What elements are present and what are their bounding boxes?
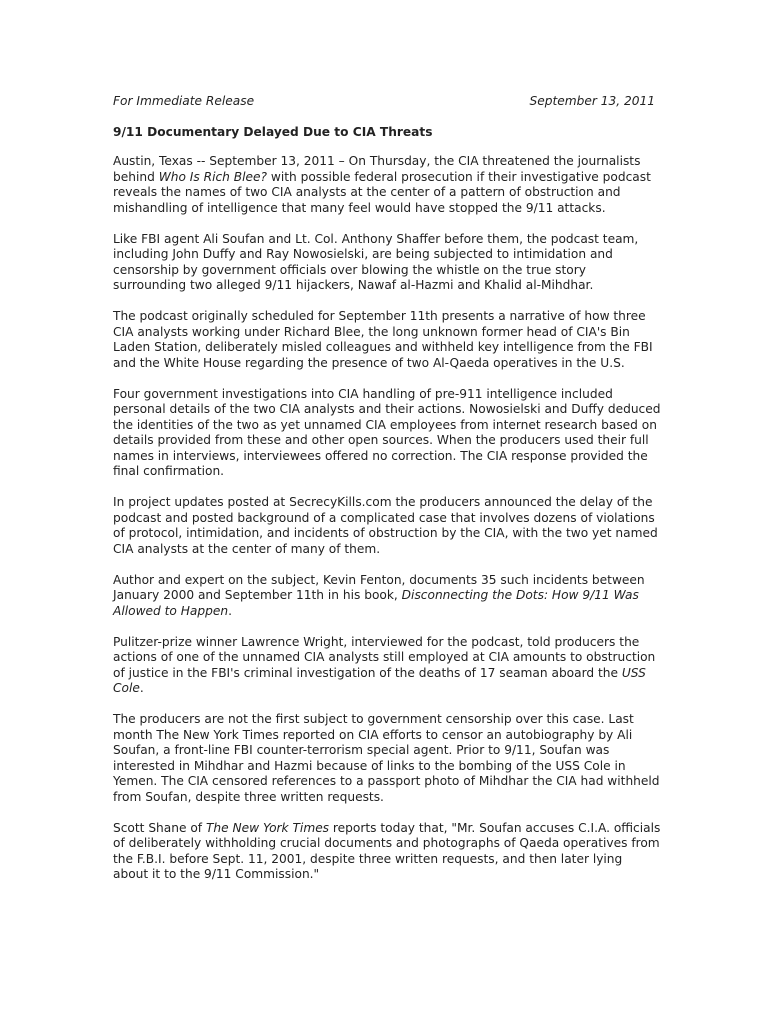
paragraph-5: In project updates posted at SecrecyKills.com the producers announced the delay of the podcast and posted background of a complicated case that involves dozens of violations of protocol, intimidation, and incidents of obstruction by the CIA, with the two yet named CIA analysts at the center of many of them.	[113, 495, 658, 556]
paragraph-1: Austin, Texas -- September 13, 2011 – On Thursday, the CIA threatened the journalists behind Who Is Rich Blee? with possible federal prosecution if their investigative podcast reveals the names of two CIA analysts at the center of a pattern of obstruction and mishandling of intelligence that many feel would have stopped the 9/11 attacks.	[113, 154, 651, 215]
ship-name: USS Cole	[113, 665, 646, 695]
paragraph-6: Author and expert on the subject, Kevin Fenton, documents 35 such incidents between January 2000 and September 11th in his book, Disconnecting the Dots: How 9/11 Was Allowed to Happen.	[113, 572, 645, 618]
podcast-title: Who Is Rich Blee?	[158, 169, 267, 184]
paragraph-2: Like FBI agent Ali Soufan and Lt. Col. Anthony Shaffer before them, the podcast team, including John Duffy and Ray Nowosielski, are being subjected to intimidation and censorship by government officials over blowing the whistle on the true story surrounding two alleged 9/11 hijackers, Nawaf al-Hazmi and Khalid al-Mihdhar.	[113, 231, 639, 292]
release-label: For Immediate Release	[113, 94, 255, 108]
release-date: September 13, 2011	[529, 94, 655, 108]
paragraph-9: Scott Shane of The New York Times reports today that, "Mr. Soufan accuses C.I.A. officials of deliberately withholding crucial documents and photographs of Qaeda operatives from the F.B.I. before Sept. 11, 2001, despite three written requests, and then later lying about it to the 9/11 Commission."	[113, 820, 661, 881]
article-body	[113, 154, 661, 898]
paragraph-4: Four government investigations into CIA handling of pre-911 intelligence included personal details of the two CIA analysts and their actions. Nowosielski and Duffy deduced the identities of the two as yet unnamed CIA employees from internet research based on details provided from these and other open sources. When the producers used their full names in interviews, interviewees offered no correction. The CIA response provided the final confirmation.	[113, 386, 661, 478]
book-title: Disconnecting the Dots: How 9/11 Was Allowed to Happen	[113, 588, 639, 618]
release-header	[113, 93, 655, 109]
paragraph-3: The podcast originally scheduled for September 11th presents a narrative of how three CIA analysts working under Richard Blee, the long unknown former head of CIA's Bin Laden Station, deliberately misled colleagues and withheld key intelligence from the FBI and the White House regarding the presence of two Al-Qaeda operatives in the U.S.	[113, 309, 653, 370]
paragraph-8: The producers are not the first subject to government censorship over this case. Last month The New York Times reported on CIA efforts to censor an autobiography by Ali Soufan, a front-line FBI counter-terrorism special agent. Prior to 9/11, Soufan was interested in Mihdhar and Hazmi because of links to the bombing of the USS Cole in Yemen. The CIA censored references to a passport photo of Mihdhar the CIA had withheld from Soufan, despite three written requests.	[113, 712, 660, 804]
page-title: 9/11 Documentary Delayed Due to CIA Threats	[113, 125, 433, 139]
paragraph-7: Pulitzer-prize winner Lawrence Wright, interviewed for the podcast, told producers the actions of one of the unnamed CIA analysts still employed at CIA amounts to obstruction of justice in the FBI's criminal investigation of the deaths of 17 seaman aboard the USS Cole.	[113, 634, 656, 695]
newspaper-name: The New York Times	[205, 820, 330, 835]
